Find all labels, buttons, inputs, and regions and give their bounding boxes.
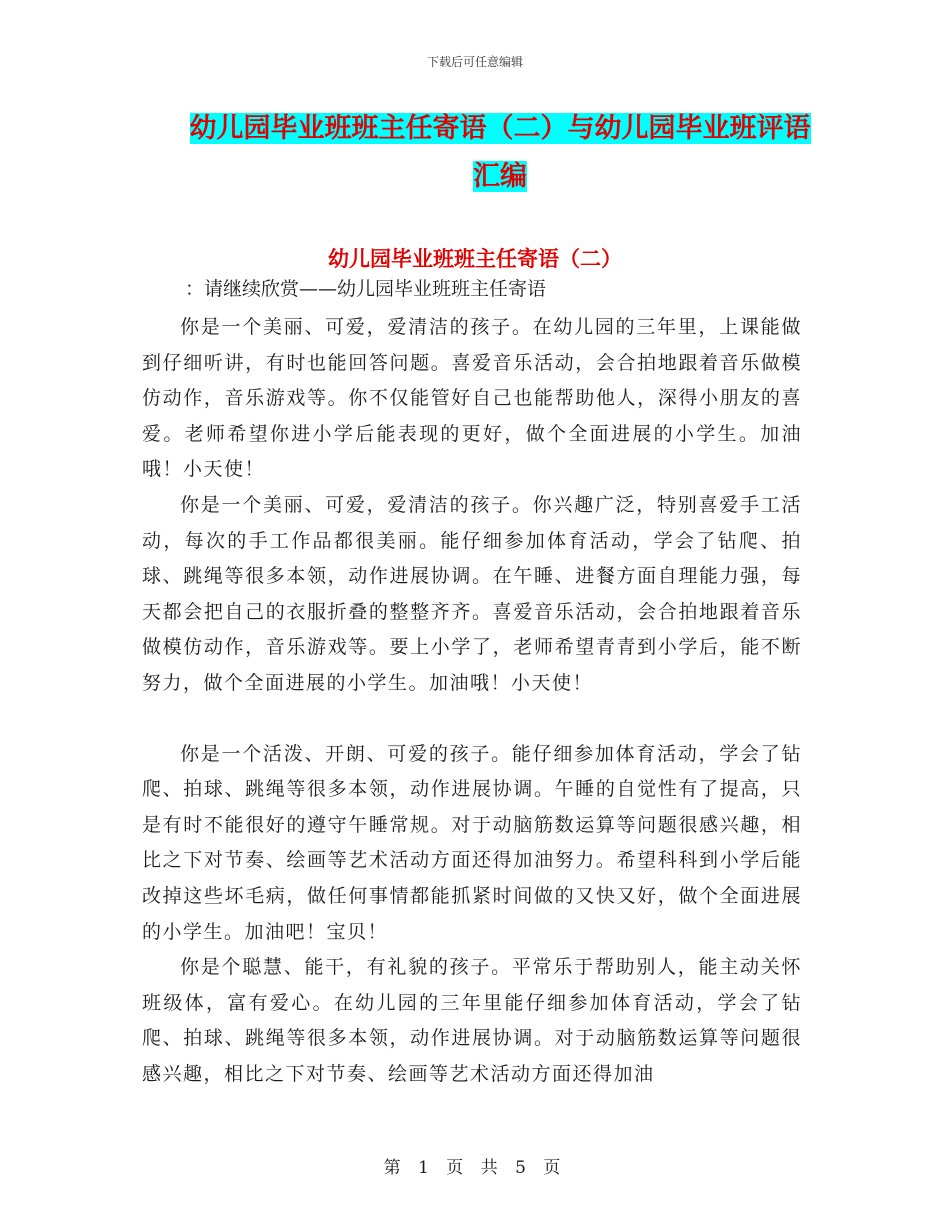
document-title-line-2: 汇编 bbox=[473, 161, 527, 192]
paragraph: 你是个聪慧、能干，有礼貌的孩子。平常乐于帮助别人，能主动关怀班级体，富有爱心。在幼儿园的三年里能仔细参加体育活动，学会了钻爬、拍球、跳绳等很多本领，动作进展协调。对于动脑筋数运算等问题很感兴趣，相比之下对节奏、绘画等艺术活动方面还得加油 bbox=[142, 956, 802, 1085]
paragraph: 你是一个美丽、可爱，爱清洁的孩子。你兴趣广泛，特别喜爱手工活动，每次的手工作品都很美丽。能仔细参加体育活动，学会了钻爬、拍球、跳绳等很多本领，动作进展协调。在午睡、进餐方面自理能力强，每天都会把自己的衣服折叠的整整齐齐。喜爱音乐活动，会合拍地跟着音乐做模仿动作，音乐游戏等。要上小学了，老师希望青青到小学后，能不断努力，做个全面进展的小学生。加油哦！小天使！ bbox=[142, 493, 802, 694]
document-body bbox=[142, 310, 802, 1092]
document-title bbox=[150, 105, 850, 201]
paragraph: 你是一个美丽、可爱，爱清洁的孩子。在幼儿园的三年里，上课能做到仔细听讲，有时也能回答问题。喜爱音乐活动，会合拍地跟着音乐做模仿动作，音乐游戏等。你不仅能管好自己也能帮助他人，深得小朋友的喜爱。老师希望你进小学后能表现的更好，做个全面进展的小学生。加油哦！小天使！ bbox=[142, 316, 802, 481]
page-number: 第 1 页 共 5 页 bbox=[383, 1158, 567, 1178]
document-title-line-1: 幼儿园毕业班班主任寄语（二）与幼儿园毕业班评语 bbox=[189, 113, 811, 144]
section-intro: ：请继续欣赏——幼儿园毕业班班主任寄语 bbox=[185, 278, 547, 300]
section-title: 幼儿园毕业班班主任寄语（二） bbox=[328, 247, 622, 271]
page-header-note: 下载后可任意编辑 bbox=[426, 55, 523, 69]
paragraph: 你是一个活泼、开朗、可爱的孩子。能仔细参加体育活动，学会了钻爬、拍球、跳绳等很多本领，动作进展协调。午睡的自觉性有了提高，只是有时不能很好的遵守午睡常规。对于动脑筋数运算等问题很感兴趣，相比之下对节奏、绘画等艺术活动方面还得加油努力。希望科科到小学后能改掉这些坏毛病，做任何事情都能抓紧时间做的又快又好，做个全面进展的小学生。加油吧！宝贝！ bbox=[142, 742, 802, 943]
